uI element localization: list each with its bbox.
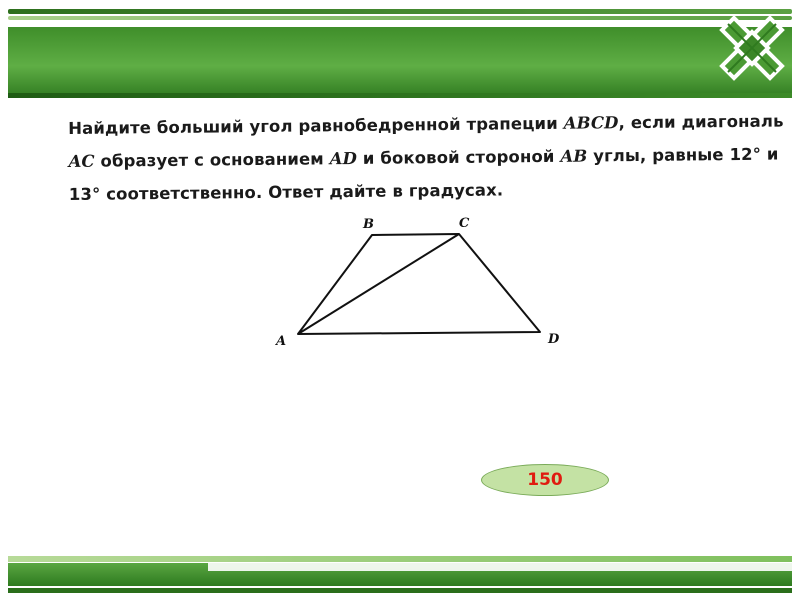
problem-line-1-tail: , если диагональ xyxy=(618,111,784,133)
answer-badge xyxy=(481,464,609,496)
problem-line-2-text-b: и боковой стороной xyxy=(356,146,561,168)
diagonal-ac xyxy=(298,234,459,334)
problem-line-1-text: Найдите больший угол равнобедренной трапеции xyxy=(68,113,564,138)
variable-ac: AC xyxy=(68,151,95,171)
vertex-label-a: A xyxy=(276,334,287,349)
trapezoid-figure xyxy=(262,208,572,358)
trapezoid-outline xyxy=(298,234,540,334)
header-top-line xyxy=(8,9,792,14)
footer-dark-line xyxy=(8,588,792,593)
header-band xyxy=(8,27,792,98)
footer-band xyxy=(8,563,792,586)
answer-value: 150 xyxy=(527,470,563,490)
problem-line-3: 13° соответственно. Ответ дайте в градусах. xyxy=(68,180,504,204)
header-top-line-light xyxy=(8,16,792,20)
problem-line-2-text-a: образует с основанием xyxy=(94,149,330,171)
variable-abcd: ABCD xyxy=(563,113,619,133)
vertex-label-d: D xyxy=(548,332,560,347)
vertex-label-c: C xyxy=(459,216,470,231)
problem-text xyxy=(68,105,784,211)
logo-knot-icon xyxy=(714,10,790,86)
footer-light-line xyxy=(8,556,792,562)
variable-ab: AB xyxy=(560,146,588,166)
variable-ad: AD xyxy=(329,148,358,169)
problem-line-2-text-c: углы, равные 12° и xyxy=(587,144,779,166)
vertex-label-b: B xyxy=(363,217,374,232)
